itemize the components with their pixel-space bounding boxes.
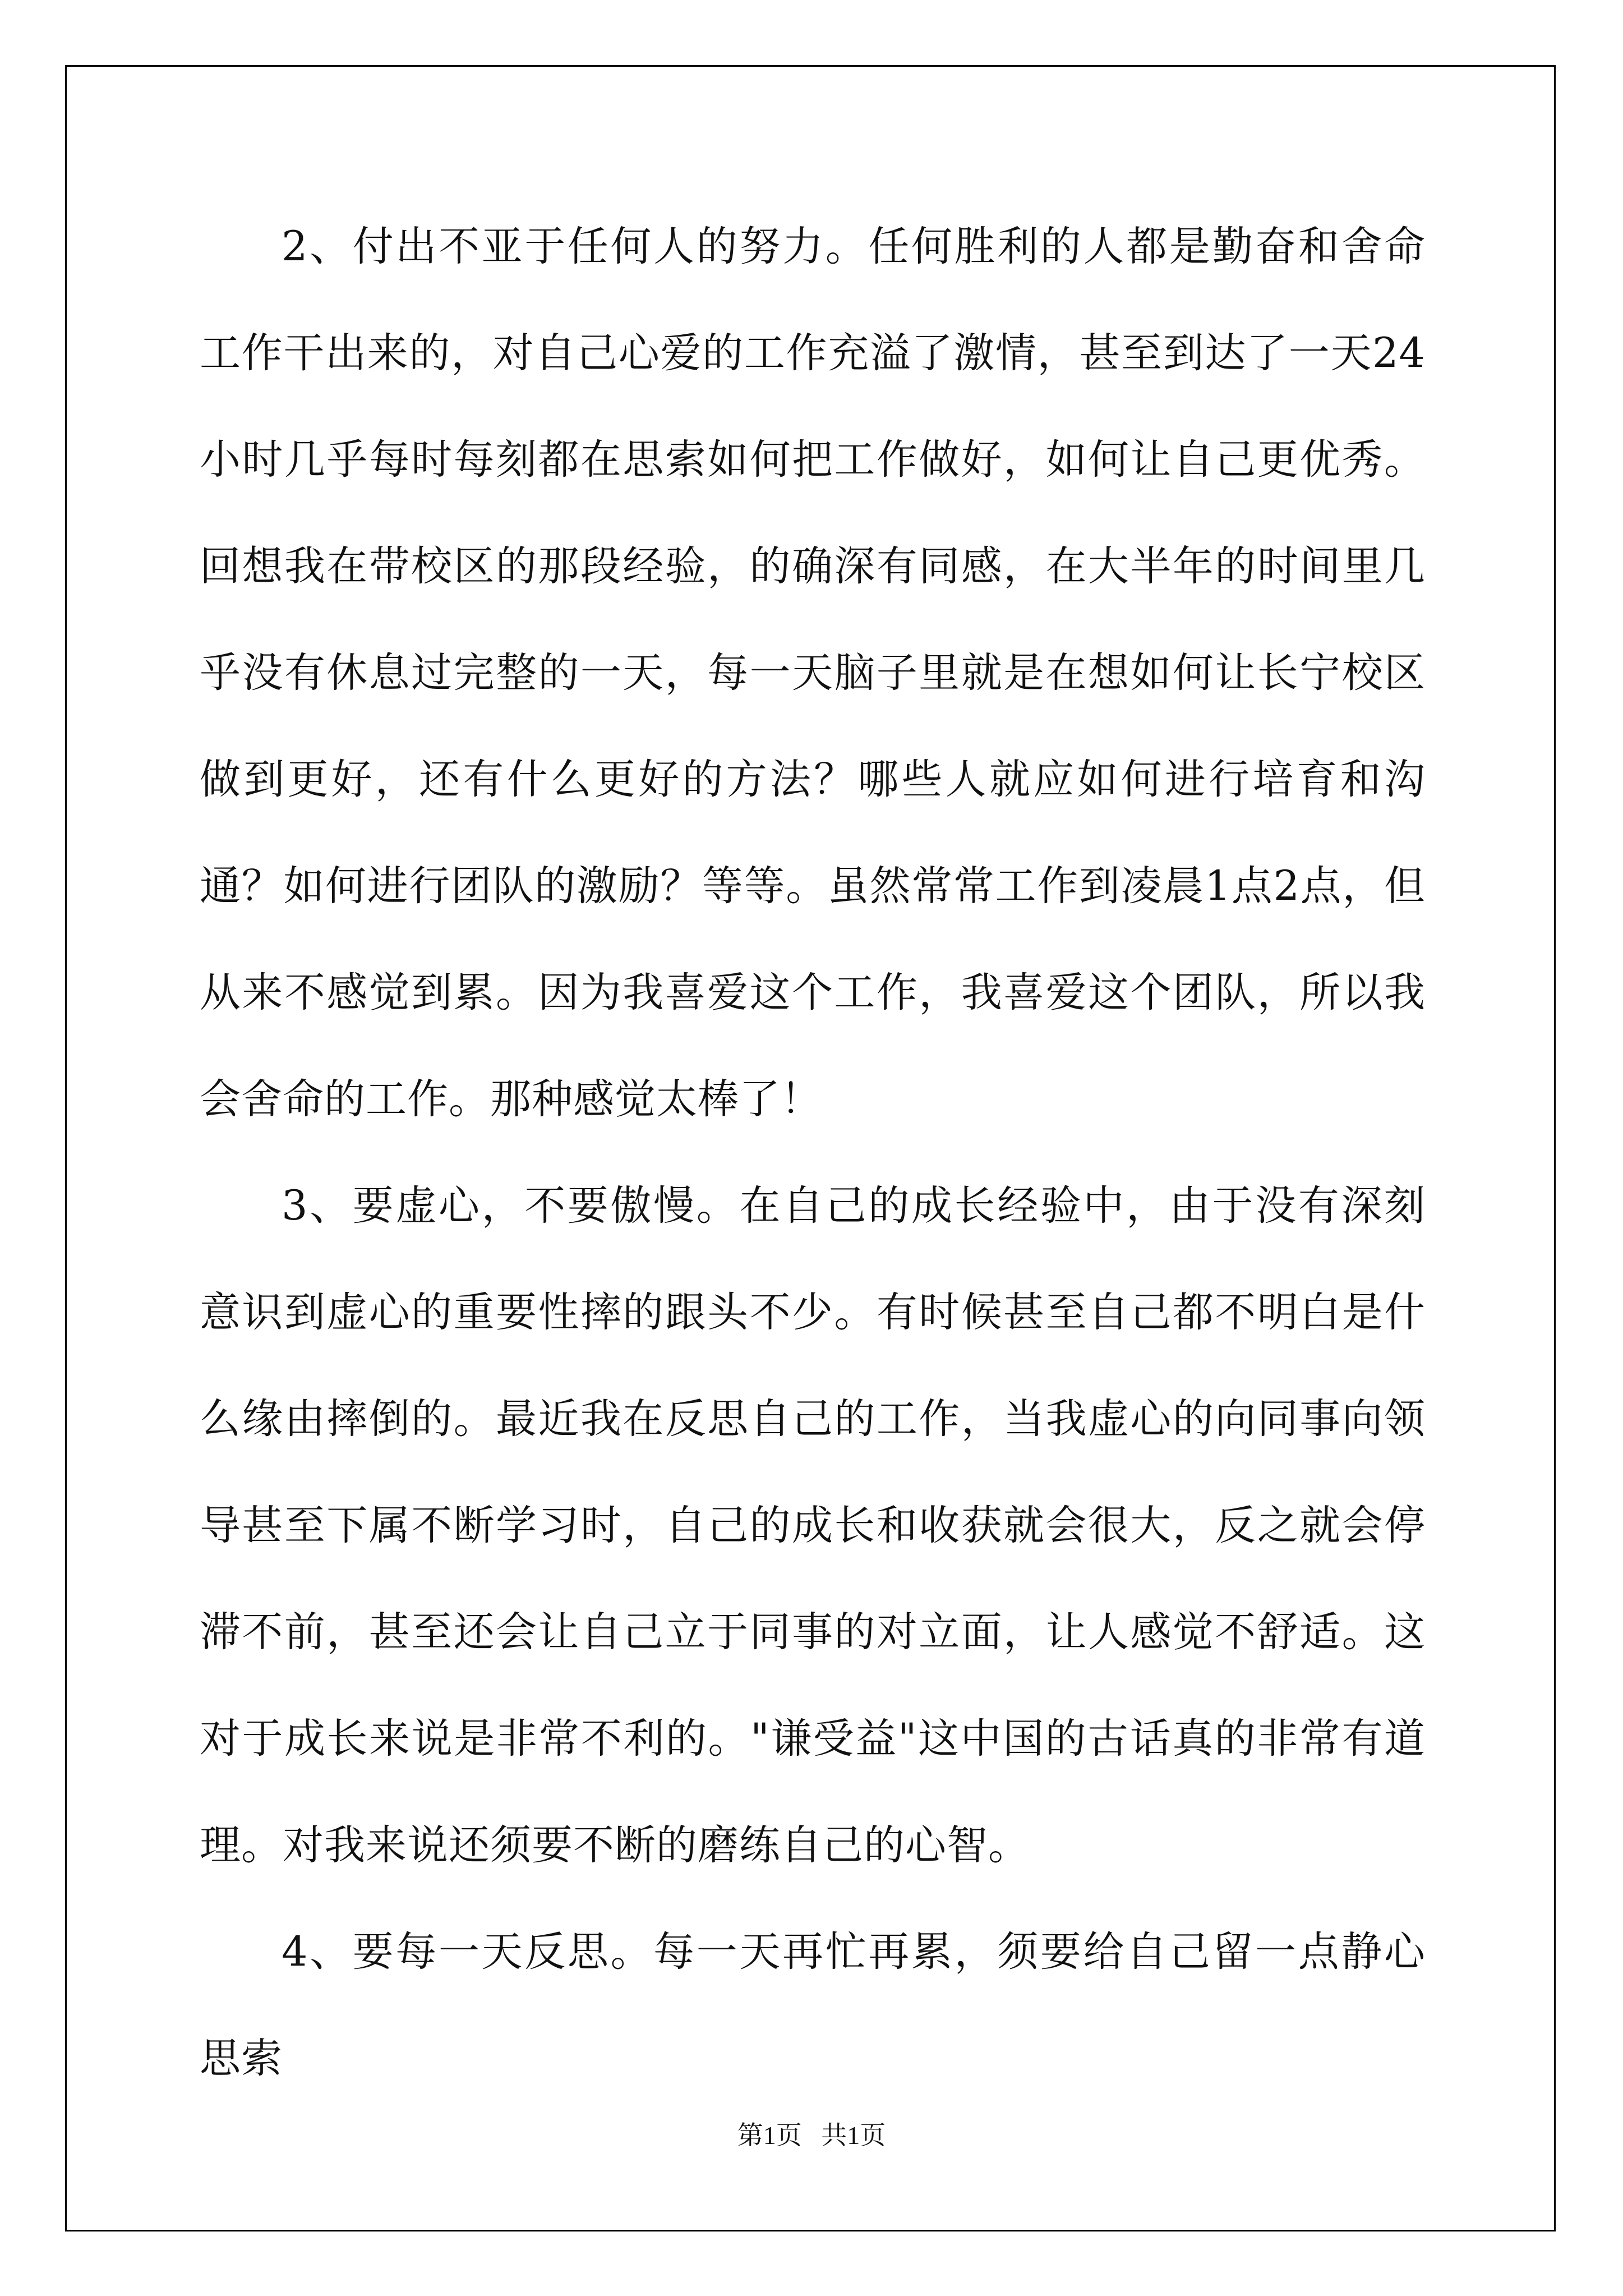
paragraph-3: 3、要虚心，不要傲慢。在自己的成长经验中，由于没有深刻意识到虚心的重要性摔的跟头不少。有时候甚至自己都不明白是什么缘由摔倒的。最近我在反思自己的工作，当我虚心的向同事向领导甚至下属不断学习时，自己的成长和收获就会很大，反之就会停滞不前，甚至还会让自己立于同事的对立面，让人感觉不舒适。这对于成长来说是非常不利的。"谦受益"这中国的古话真的非常有道理。对我来说还须要不断的磨练自己的心智。 xyxy=(200,1182,1426,1869)
paragraph-2: 2、付出不亚于任何人的努力。任何胜利的人都是勤奋和舍命工作干出来的，对自己心爱的工作充溢了激情，甚至到达了一天24小时几乎每时每刻都在思索如何把工作做好，如何让自己更优秀。回想我在带校区的那段经验，的确深有同感，在大半年的时间里几乎没有休息过完整的一天，每一天脑子里就是在想如何让长宁校区做到更好，还有什么更好的方法？哪些人就应如何进行培育和沟通？如何进行团队的激励？等等。虽然常常工作到凌晨1点2点，但从来不感觉到累。因为我喜爱这个工作，我喜爱这个团队，所以我会舍命的工作。那种感觉太棒了！ xyxy=(200,223,1426,1123)
paragraph-4: 4、要每一天反思。每一天再忙再累，须要给自己留一点静心思索 xyxy=(200,1928,1426,2082)
page-footer xyxy=(0,2115,1623,2152)
page-number: 第1页 xyxy=(737,2121,802,2150)
page-total: 共1页 xyxy=(821,2121,886,2150)
document-body xyxy=(200,194,1426,2112)
